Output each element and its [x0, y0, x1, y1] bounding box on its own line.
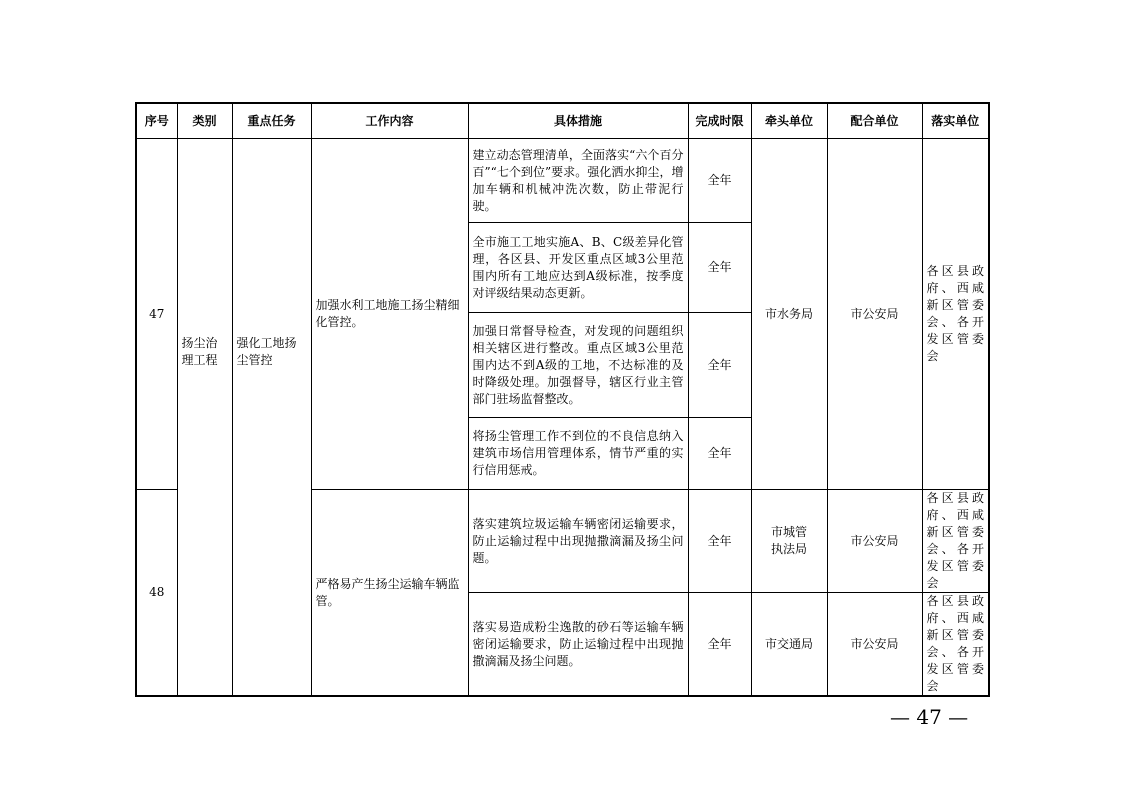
measure-cell: 全市施工工地实施A、B、C级差异化管理，各区县、开发区重点区域3公里范围内所有工地应达到A级标准，按季度对评级结果动态更新。: [468, 223, 688, 313]
deadline-cell: 全年: [688, 223, 751, 313]
header-content: 工作内容: [311, 103, 468, 139]
coop-unit-cell: 市公安局: [827, 593, 922, 697]
content-cell: 加强水利工地施工扬尘精细化管控。: [311, 139, 468, 490]
header-impl: 落实单位: [922, 103, 989, 139]
key-task-cell: 强化工地扬尘管控: [232, 139, 311, 697]
measures-table: [135, 102, 990, 697]
measure-cell: 将扬尘管理工作不到位的不良信息纳入建筑市场信用管理体系，情节严重的实行信用惩戒。: [468, 418, 688, 490]
deadline-cell: 全年: [688, 313, 751, 418]
deadline-cell: 全年: [688, 418, 751, 490]
row-no: 48: [136, 490, 177, 697]
header-measures: 具体措施: [468, 103, 688, 139]
deadline-cell: 全年: [688, 139, 751, 223]
header-coop: 配合单位: [827, 103, 922, 139]
header-no: 序号: [136, 103, 177, 139]
lead-unit-cell: 市交通局: [751, 593, 827, 697]
header-row: [136, 103, 989, 139]
coop-unit-cell: 市公安局: [827, 490, 922, 593]
lead-unit-text: 市城管执法局: [770, 525, 807, 556]
page-number: — 47 —: [890, 705, 969, 729]
coop-unit-cell: 市公安局: [827, 139, 922, 490]
measure-cell: 落实易造成粉尘逸散的砂石等运输车辆密闭运输要求，防止运输过程中出现抛撒滴漏及扬尘问题。: [468, 593, 688, 697]
deadline-cell: 全年: [688, 490, 751, 593]
deadline-cell: 全年: [688, 593, 751, 697]
header-key-task: 重点任务: [232, 103, 311, 139]
header-deadline: 完成时限: [688, 103, 751, 139]
impl-unit-cell: 各区县政府、西咸新区管委会、各开发区管委会: [922, 490, 989, 593]
lead-unit-cell: 市水务局: [751, 139, 827, 490]
lead-unit-cell: [751, 490, 827, 593]
row-no: 47: [136, 139, 177, 490]
category-cell: 扬尘治理工程: [177, 139, 232, 697]
measure-cell: 落实建筑垃圾运输车辆密闭运输要求，防止运输过程中出现抛撒滴漏及扬尘问题。: [468, 490, 688, 593]
impl-unit-cell: 各区县政府、西咸新区管委会、各开发区管委会: [922, 139, 989, 490]
content-cell: 严格易产生扬尘运输车辆监管。: [311, 490, 468, 697]
table-row: [136, 139, 989, 223]
measure-cell: 加强日常督导检查，对发现的问题组织相关辖区进行整改。重点区域3公里范围内达不到A级的工地，不达标准的及时降级处理。加强督导，辖区行业主管部门驻场监督整改。: [468, 313, 688, 418]
header-category: 类别: [177, 103, 232, 139]
measure-cell: 建立动态管理清单，全面落实“六个百分百”“七个到位”要求。强化洒水抑尘，增加车辆和机械冲洗次数，防止带泥行驶。: [468, 139, 688, 223]
header-lead: 牵头单位: [751, 103, 827, 139]
impl-unit-cell: 各区县政府、西咸新区管委会、各开发区管委会: [922, 593, 989, 697]
